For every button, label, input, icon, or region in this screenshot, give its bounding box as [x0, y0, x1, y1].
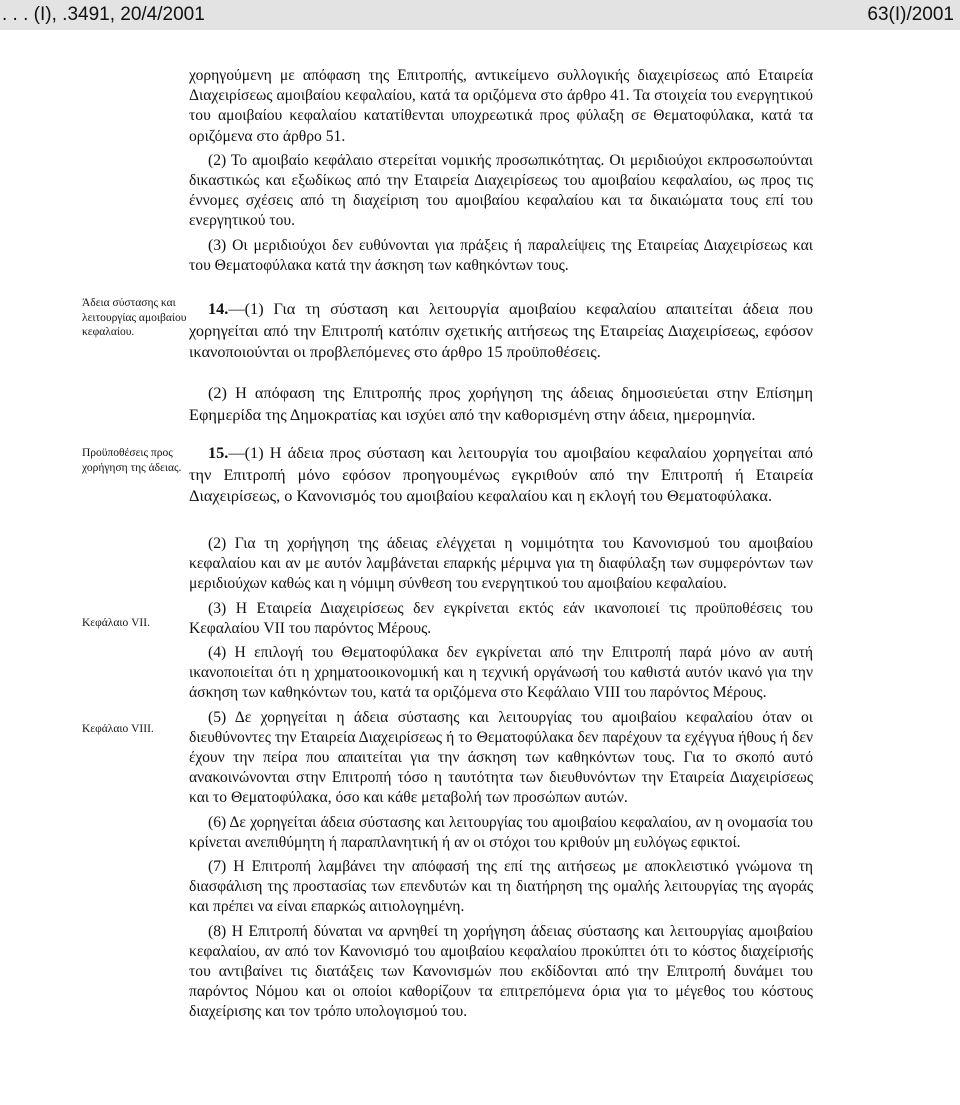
paragraph-14-1 [189, 298, 813, 363]
paragraph-15-5: (5) Δε χορηγείται η άδεια σύστασης και λειτουργίας του αμοιβαίου κεφαλαίου όταν οι διευθύνοντες την Εταιρεία Διαχειρίσεως ή το Θεματοφύλακα δεν παρέχουν τα εχέγγυα ήθους ή δεν έχουν την πείρα που απαιτείται για την άσκηση των καθηκόντων τους. Για το σκοπό αυτό ανακοινώνονται στην Επιτροπή τόσο η ταυτότητα των διευθυνόντων την Εταιρεία Διαχειρίσεως και το Θεματοφύλακα, όσο και κάθε μεταβολή των προσώπων αυτών. [189, 708, 813, 807]
paragraph-15-2: (2) Για τη χορήγηση της άδειας ελέγχεται η νομιμότητα του Κανονισμού του αμοιβαίου κεφαλαίου και αν με αυτόν λαμβάνεται επαρκής μέριμνα για τη διαφύλαξη των συμφερόντων των μεριδιούχων καθώς και η νόμιμη σύνθεση του ενεργητικού του αμοιβαίου κεφαλαίου. [189, 535, 813, 593]
article-15-block [189, 442, 813, 507]
margin-note-chapter-7: Κεφάλαιο VII. [82, 617, 150, 629]
article-15-subsections [189, 534, 813, 1023]
paragraph-15-1 [189, 442, 813, 507]
paragraph-15-8: (8) Η Επιτροπή δύναται να αρνηθεί τη χορήγηση άδειας σύστασης και λειτουργίας αμοιβαίου κεφαλαίου, αν από τον Κανονισμό του αμοιβαίου κεφαλαίου προκύπτει ότι το κόστος διαχείρισής του αντιβαίνει τις διατάξεις των Κανονισμών που εκδίδονται από την Επιτροπή δυνάμει του παρόντος Νόμου και οι οποίοι καθορίζουν τα επιτρεπόμενα όρια για το μέγεθος του κόστους διαχείρισης και τον τρόπο υπολογισμού του. [189, 922, 813, 1021]
margin-note-preconditions: Προϋποθέσεις προς χορήγηση της άδειας. [82, 447, 182, 474]
page-header [0, 0, 960, 30]
paragraph-14-1-text: —(1) Για τη σύσταση και λειτουργία αμοιβαίου κεφαλαίου απαιτείται άδεια που χορηγείται από την Επιτροπή κατόπιν σχετικής αιτήσεως της Εταιρείας Διαχειρίσεως, εφόσον ικανοποιούνται οι προβλεπόμενες στο άρθρο 15 προϋποθέσεις. [189, 299, 813, 361]
margin-note-chapter-8: Κεφάλαιο VIII. [82, 723, 154, 735]
paragraph-15-6: (6) Δε χορηγείται άδεια σύστασης και λειτουργίας του αμοιβαίου κεφαλαίου, αν η ονομασία του κρίνεται ανεπιθύμητη ή παραπλανητική ή αν οι στόχοι του κριθούν μη ευλόγως εφικτοί. [189, 813, 813, 851]
section-number-15: 15. [208, 443, 229, 462]
paragraph-15-4: (4) Η επιλογή του Θεματοφύλακα δεν εγκρίνεται από την Επιτροπή παρά μόνο αν αυτή ικανοποιείται ότι η χρηματοοικονομική και η τεχνική οργάνωσή του καθιστά αυτόν ικανό για την άσκηση των καθηκόντων του, κατά τα οριζόμενα στο Κεφάλαιο VIII του παρόντος Μέρους. [189, 644, 813, 702]
paragraph-14-2: (2) Η απόφαση της Επιτροπής προς χορήγηση της άδειας δημοσιεύεται στην Επίσημη Εφημερίδα της Δημοκρατίας και ισχύει από την καθορισμένη στην άδεια, ημερομηνία. [189, 383, 813, 424]
article-14-2-block [189, 382, 813, 425]
section-number-14: 14. [208, 299, 229, 318]
law-number: 63(Ι)/2001 [867, 4, 954, 25]
paragraph-continuation: χορηγούμενη με απόφαση της Επιτροπής, αντικείμενο συλλογικής διαχειρίσεως από Εταιρεία Διαχειρίσεως αμοιβαίου κεφαλαίου, κατά τα οριζόμενα στο άρθρο 41. Τα στοιχεία του ενεργητικού του αμοιβαίου κεφαλαίου κατατίθενται υποχρεωτικά προς φύλαξη σε Θεματοφύλακα, κατά τα οριζόμενα στο άρθρο 51. [189, 67, 813, 145]
article-13-block [189, 66, 813, 276]
gazette-reference: . . . (Ι), .3491, 20/4/2001 [2, 4, 205, 25]
paragraph-13-2: (2) Το αμοιβαίο κεφάλαιο στερείται νομικής προσωπικότητας. Οι μεριδιούχοι εκπροσωπούνται δικαστικώς και εξωδίκως από την Εταιρεία Διαχειρίσεως του αμοιβαίου κεφαλαίου, ως προς τις έννομες σχέσεις από τη διαχείριση του αμοιβαίου κεφαλαίου και τα δικαιώματα τους επί του ενεργητικού του. [189, 151, 813, 230]
article-14-block [189, 298, 813, 363]
margin-note-licence: Άδεια σύστασης και λειτουργίας αμοιβαίου κεφαλαίου. [82, 297, 187, 338]
paragraph-15-7: (7) Η Επιτροπή λαμβάνει την απόφασή της επί της αιτήσεως με αποκλειστικό γνώμονα τη διασφάλιση της προστασίας των επενδυτών και τη διατήρηση της ομαλής λειτουργίας της αγοράς και πρέπει να είναι επαρκώς αιτιολογημένη. [189, 858, 813, 916]
paragraph-13-3: (3) Οι μεριδιούχοι δεν ευθύνονται για πράξεις ή παραλείψεις της Εταιρείας Διαχειρίσεως και του Θεματοφύλακα κατά την άσκηση των καθηκόντων τους. [189, 236, 813, 274]
paragraph-15-1-text: —(1) Η άδεια προς σύσταση και λειτουργία του αμοιβαίου κεφαλαίου χορηγείται από την Επιτροπή μόνο εφόσον προηγουμένως εγκριθούν από την Επιτροπή ή Εταιρεία Διαχειρίσεως, ο Κανονισμός του αμοιβαίου κεφαλαίου και η εκλογή του Θεματοφύλακα. [189, 443, 813, 505]
paragraph-15-3: (3) Η Εταιρεία Διαχειρίσεως δεν εγκρίνεται εκτός εάν ικανοποιεί τις προϋποθέσεις του Κεφαλαίου VII του παρόντος Μέρους. [189, 599, 813, 637]
